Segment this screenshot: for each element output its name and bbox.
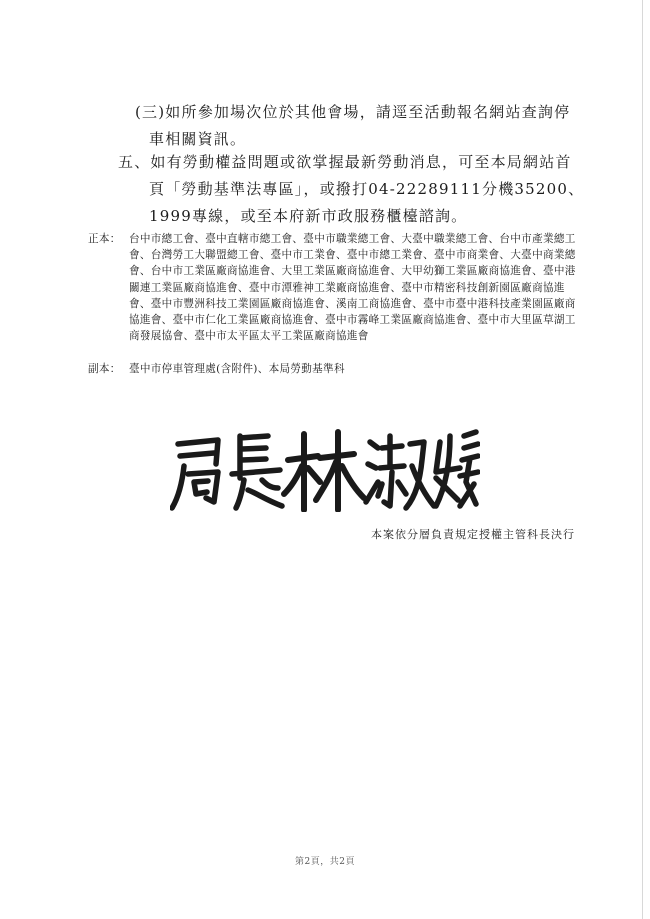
recipients-main [88,231,582,344]
recipients-cc-text: 臺中市停車管理處(含附件)、本局勞動基準科 [129,363,345,375]
item-three-line2: 車相關資訊。 [149,130,247,148]
recipients-main-text: 台中市總工會、臺中直轄市總工會、臺中市職業總工會、大臺中職業總工會、台中市產業總工會、台灣勞工大聯盟總工會、臺中市工業會、臺中市總工業會、臺中市商業會、大臺中商業總會、台中市工業區廠商協進會、大里工業區廠商協進會、大甲幼獅工業區廠商協進會、臺中港關連工業區廠商協進會、臺中市潭雅神工業廠商協進會、臺中市精密科技創新園區廠商協進會、臺中市豐洲科技工業園區廠商協進會、溪南工商協進會、臺中市臺中港科技產業園區廠商協進會、臺中市仁化工業區廠商協進會、臺中市霧峰工業區廠商協進會、臺中市大里區草湖工商發展協會、臺中市太平區太平工業區廠商協進會 [129,233,576,343]
recipients-cc [88,361,582,377]
page-number-footer: 第2頁，共2頁 [295,857,355,867]
director-signature-stamp [170,422,480,512]
item-three-line1: (三)如所參加場次位於其他會場，請逕至活動報名網站查詢停 [135,103,571,121]
recipients-main-label: 正本： [88,233,121,245]
delegation-note: 本案依分層負責規定授權主管科長決行 [371,528,575,541]
recipients-cc-label: 副本： [88,363,121,375]
item-five-line3: 1999專線，或至本府新市政服務櫃檯諮詢。 [149,207,468,225]
item-five-line1: 五、如有勞動權益問題或欲掌握最新勞動消息，可至本局網站首 [118,153,572,171]
paragraph-item-three [135,99,595,153]
item-five-line2: 頁「勞動基準法專區」，或撥打04-22289111分機35200、 [149,180,585,198]
page-edge-line [642,0,643,919]
paragraph-item-five [118,149,598,230]
